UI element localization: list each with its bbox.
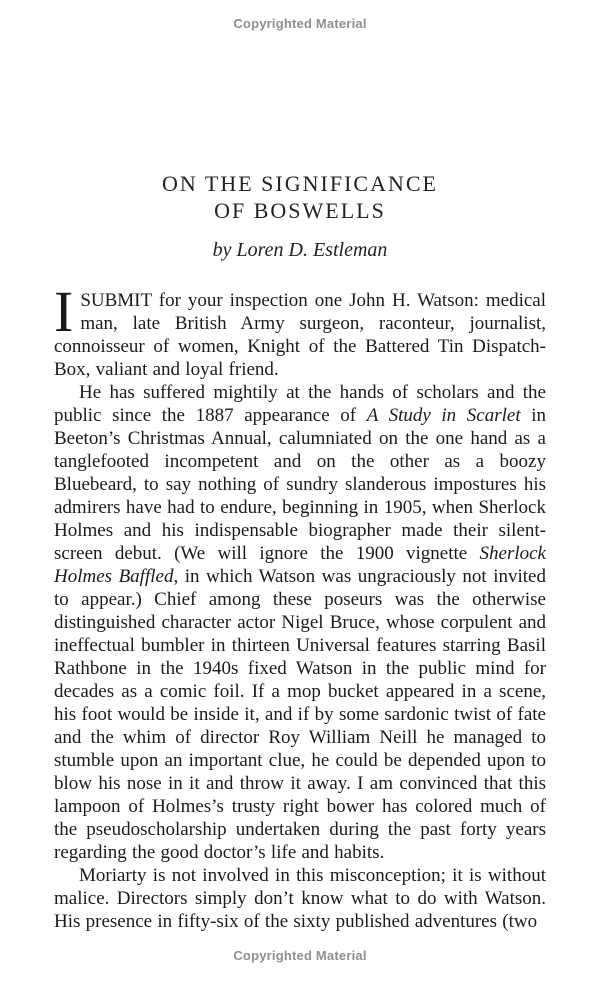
byline: by Loren D. Estleman: [212, 239, 388, 261]
text-run: , in which Watson was ungraciously not invited to appear.) Chief among these poseurs was the otherwise distinguished character actor Nigel Bruce, whose corpulent and ineffectual bumbler in thirteen Universal features starring Basil Rathbone in the 1940s fixed Watson in the public mind for decades as a comic foil. If a mop bucket appeared in a scene, his foot would be inside it, and if by some sardonic twist of fate and the whim of director Roy William Neill he managed to stumble upon an important clue, he could be depended upon to blow his nose in it and throw it away. I am convinced that this lampoon of Holmes’s trusty right bower has colored much of the pseudoscholarship undertaken during the past forty years regarding the good doctor’s life and habits.: [54, 566, 546, 863]
chapter-title: [54, 170, 546, 224]
paragraph: [54, 381, 546, 864]
text-run: Moriarty is not involved in this misconception; it is without malice. Directors simply don’t know what to do with Watson. His presence in fifty-six of the sixty published adventures (two: [54, 865, 546, 932]
text-run: SUBMIT for your inspection one John H. Watson: medical man, late British Army surgeon, raconteur, journalist, connoisseur of women, Knight of the Battered Tin Dispatch-Box, valiant and loyal friend.: [54, 290, 546, 380]
text-run: in Beeton’s Christmas Annual, calumniated on the one hand as a tanglefooted incompetent and on the other as a boozy Bluebeard, to say nothing of sundry slanderous impostures his admirers have had to endure, beginning in 1905, when Sherlock Holmes and his indispensable biographer made their silent-screen debut. (We will ignore the 1900 vignette: [54, 405, 547, 564]
paragraph: [54, 864, 546, 933]
italic-text-run: Sherlock Holmes Baffled: [54, 543, 546, 587]
chapter-header: [54, 170, 546, 262]
article-body: [54, 279, 547, 933]
paragraph: [54, 279, 546, 381]
copyright-notice-bottom: Copyrighted Material: [233, 948, 367, 963]
drop-cap: I: [54, 279, 74, 344]
italic-text-run: A Study in Scarlet: [366, 405, 521, 426]
chapter-title-line-1: ON THE SIGNIFICANCE: [162, 171, 438, 196]
copyright-notice-top: Copyrighted Material: [233, 16, 367, 31]
chapter-title-line-2: OF BOSWELLS: [214, 198, 386, 223]
text-run: He has suffered mightily at the hands of scholars and the public since the 1887 appearance of: [54, 382, 546, 426]
